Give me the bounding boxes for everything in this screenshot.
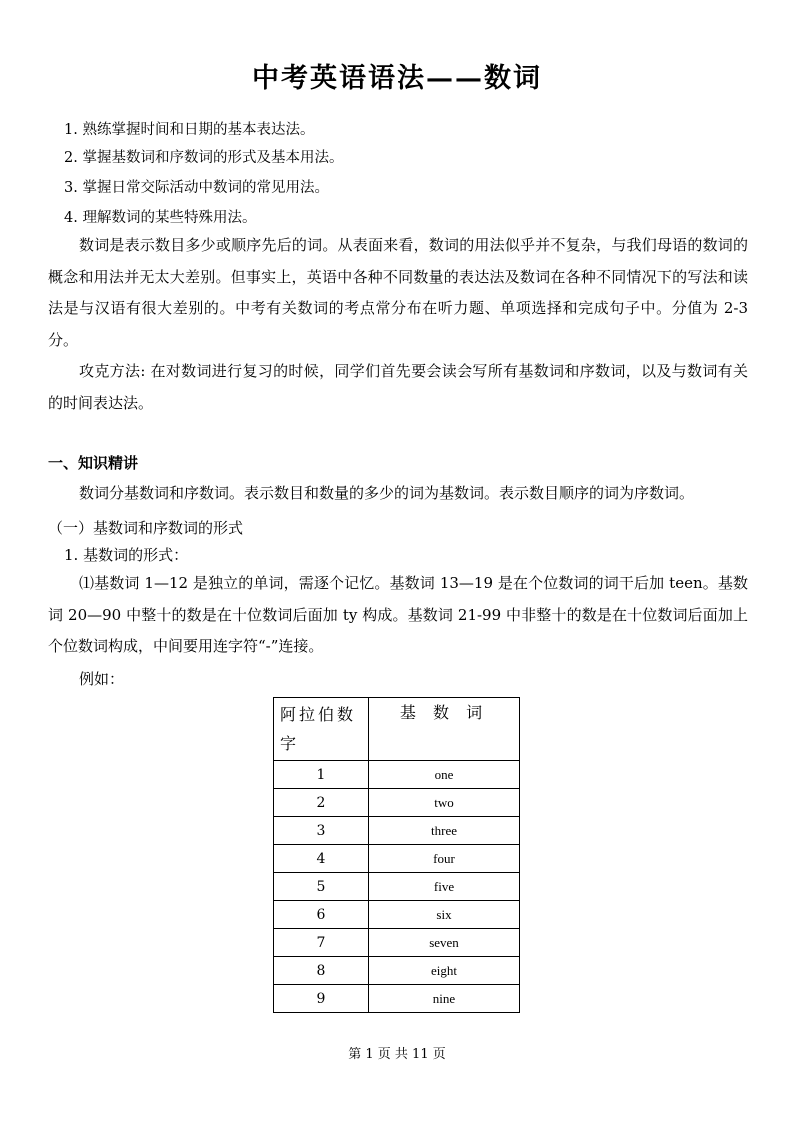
table-cell: eight: [369, 957, 520, 985]
table-cell: five: [369, 873, 520, 901]
table-row: [274, 985, 520, 1013]
table-cell: 9: [274, 985, 369, 1013]
objective-item: 2. 掌握基数词和序数词的形式及基本用法。: [64, 150, 344, 166]
table-row: [274, 929, 520, 957]
table-header-cell: 基 数 词: [369, 698, 520, 761]
item-heading: 1. 基数词的形式：: [64, 546, 189, 564]
cardinal-number-table: [273, 697, 520, 1013]
rule-paragraph: ⑴基数词 1—12 是独立的单词，需逐个记忆。基数词 13—19 是在个位数词的词干后加 teen。基数词 20—90 中整十的数是在十位数词后面加 ty 构成。基数词 21-99 中非整十的数是在十位数词后面加上个位数词构成，中间要用连字符“-”连接。: [48, 574, 748, 655]
table-cell: one: [369, 761, 520, 789]
table-cell: 8: [274, 957, 369, 985]
table-cell: two: [369, 789, 520, 817]
table-cell: 1: [274, 761, 369, 789]
table-row: [274, 901, 520, 929]
table-cell: nine: [369, 985, 520, 1013]
method-paragraph: 攻克方法: 在对数词进行复习的时候，同学们首先要会读会写所有基数词和序数词，以及与数词有关的时间表达法。: [48, 362, 748, 412]
table-row: [274, 873, 520, 901]
objective-item: 4. 理解数词的某些特殊用法。: [64, 210, 257, 226]
page-footer: 第 1 页 共 11 页: [348, 1047, 446, 1062]
table-cell: 2: [274, 789, 369, 817]
table-row: [274, 957, 520, 985]
table-header-cell: 阿拉伯数字: [274, 698, 369, 761]
table-cell: six: [369, 901, 520, 929]
table-cell: four: [369, 845, 520, 873]
table-row: [274, 817, 520, 845]
table-header-row: [274, 698, 520, 761]
section-heading: 一、知识精讲: [48, 454, 139, 472]
table-cell: seven: [369, 929, 520, 957]
table-row: [274, 789, 520, 817]
table-cell: three: [369, 817, 520, 845]
table-row: [274, 845, 520, 873]
document-title: 中考英语语法——数词: [252, 63, 542, 94]
section-text: 数词分基数词和序数词。表示数目和数量的多少的词为基数词。表示数目顺序的词为序数词。: [79, 484, 695, 502]
table-cell: 6: [274, 901, 369, 929]
table-cell: 3: [274, 817, 369, 845]
table-cell: 5: [274, 873, 369, 901]
table-cell: 7: [274, 929, 369, 957]
table-cell: 4: [274, 845, 369, 873]
subsection-heading: （一）基数词和序数词的形式: [48, 519, 244, 537]
table-row: [274, 761, 520, 789]
objective-item: 3. 掌握日常交际活动中数词的常见用法。: [64, 180, 329, 196]
intro-paragraph: 数词是表示数目多少或顺序先后的词。从表面来看，数词的用法似乎并不复杂，与我们母语的数词的概念和用法并无太大差别。但事实上，英语中各种不同数量的表达法及数词在各种不同情况下的写法和读法是与汉语有很大差别的。中考有关数词的考点常分布在听力题、单项选择和完成句子中。分值为 2-3分。: [48, 236, 748, 349]
objective-item: 1. 熟练掌握时间和日期的基本表达法。: [64, 122, 315, 138]
example-label: 例如：: [79, 670, 125, 688]
